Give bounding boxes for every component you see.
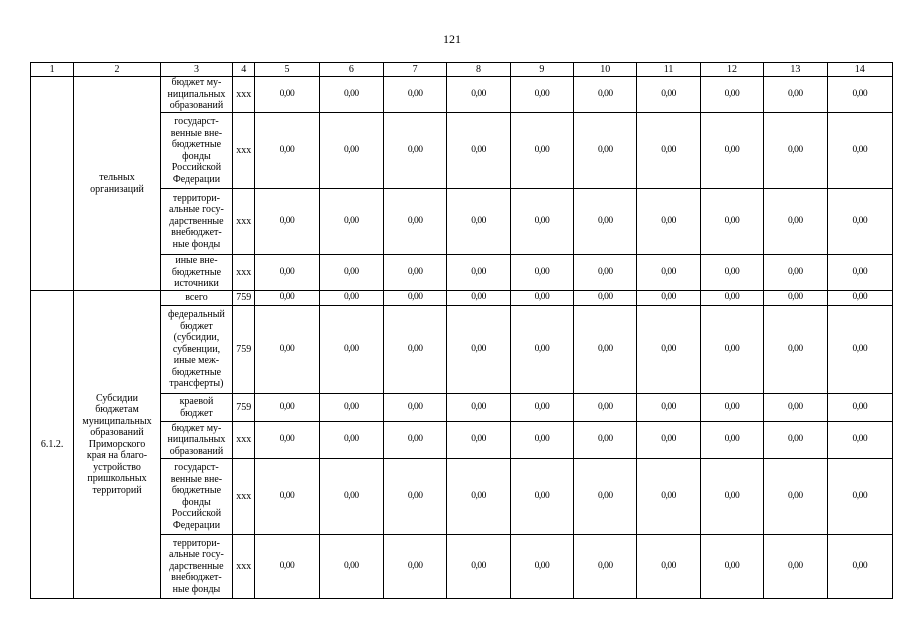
funding-source: всего: [160, 291, 232, 306]
value-cell: 0,00: [319, 77, 383, 113]
page-number: 121: [443, 32, 461, 46]
value-cell: 0,00: [827, 394, 892, 422]
value-cell: 0,00: [510, 422, 573, 459]
table-row: [31, 189, 893, 255]
value-cell: 0,00: [700, 394, 763, 422]
column-header-6: 6: [319, 63, 383, 77]
item-name: Субсидии бюджетам муниципальных образований Приморского края на благо- устройство пришкольных территорий: [74, 291, 161, 599]
value-cell: 0,00: [510, 113, 573, 189]
value-cell: 0,00: [384, 189, 447, 255]
value-cell: 0,00: [764, 459, 827, 535]
table-row: [31, 77, 893, 113]
value-cell: 0,00: [510, 291, 573, 306]
funding-source: федеральный бюджет (субсидии, субвенции, иные меж- бюджетные трансферты): [160, 306, 232, 394]
value-cell: 0,00: [384, 306, 447, 394]
table-row: [31, 422, 893, 459]
value-cell: 0,00: [700, 113, 763, 189]
value-cell: 0,00: [764, 394, 827, 422]
value-cell: 0,00: [637, 394, 700, 422]
value-cell: 0,00: [574, 189, 637, 255]
funding-source: бюджет му- ниципальных образований: [160, 77, 232, 113]
value-cell: 0,00: [637, 422, 700, 459]
funding-source: иные вне- бюджетные источники: [160, 255, 232, 291]
value-cell: 0,00: [764, 422, 827, 459]
funding-source: государст- венные вне- бюджетные фонды Российской Федерации: [160, 113, 232, 189]
value-cell: 0,00: [700, 459, 763, 535]
item-name: тельных организаций: [74, 77, 161, 291]
table-row: [31, 291, 893, 306]
value-cell: 0,00: [319, 291, 383, 306]
value-cell: 0,00: [574, 306, 637, 394]
value-cell: 0,00: [510, 459, 573, 535]
value-cell: 0,00: [510, 189, 573, 255]
budget-code: xxx: [233, 255, 255, 291]
value-cell: 0,00: [764, 113, 827, 189]
value-cell: 0,00: [700, 291, 763, 306]
value-cell: 0,00: [447, 77, 510, 113]
value-cell: 0,00: [319, 113, 383, 189]
budget-code: 759: [233, 394, 255, 422]
value-cell: 0,00: [827, 255, 892, 291]
value-cell: 0,00: [384, 459, 447, 535]
value-cell: 0,00: [510, 255, 573, 291]
value-cell: 0,00: [447, 291, 510, 306]
column-header-9: 9: [510, 63, 573, 77]
value-cell: 0,00: [255, 113, 319, 189]
table-row: [31, 113, 893, 189]
value-cell: 0,00: [384, 422, 447, 459]
value-cell: 0,00: [827, 459, 892, 535]
value-cell: 0,00: [827, 535, 892, 599]
budget-code: xxx: [233, 113, 255, 189]
funding-source: территори- альные госу- дарственные внебюджет- ные фонды: [160, 189, 232, 255]
column-header-12: 12: [700, 63, 763, 77]
value-cell: 0,00: [827, 113, 892, 189]
value-cell: 0,00: [574, 422, 637, 459]
value-cell: 0,00: [700, 77, 763, 113]
value-cell: 0,00: [447, 535, 510, 599]
value-cell: 0,00: [255, 535, 319, 599]
value-cell: 0,00: [255, 255, 319, 291]
value-cell: 0,00: [700, 535, 763, 599]
value-cell: 0,00: [574, 113, 637, 189]
column-header-14: 14: [827, 63, 892, 77]
value-cell: 0,00: [447, 113, 510, 189]
value-cell: 0,00: [637, 77, 700, 113]
table-row: [31, 459, 893, 535]
value-cell: 0,00: [764, 291, 827, 306]
value-cell: 0,00: [700, 189, 763, 255]
value-cell: 0,00: [574, 459, 637, 535]
column-header-13: 13: [764, 63, 827, 77]
column-header-5: 5: [255, 63, 319, 77]
value-cell: 0,00: [255, 77, 319, 113]
value-cell: 0,00: [637, 255, 700, 291]
value-cell: 0,00: [637, 291, 700, 306]
funding-source: государст- венные вне- бюджетные фонды Российской Федерации: [160, 459, 232, 535]
value-cell: 0,00: [764, 535, 827, 599]
value-cell: 0,00: [637, 189, 700, 255]
funding-source: территори- альные госу- дарственные внебюджет- ные фонды: [160, 535, 232, 599]
funding-source: бюджет му- ниципальных образований: [160, 422, 232, 459]
budget-table: [30, 62, 893, 599]
value-cell: 0,00: [384, 535, 447, 599]
column-header-1: 1: [31, 63, 74, 77]
table-row: [31, 535, 893, 599]
value-cell: 0,00: [510, 306, 573, 394]
value-cell: 0,00: [764, 255, 827, 291]
value-cell: 0,00: [637, 535, 700, 599]
value-cell: 0,00: [574, 535, 637, 599]
value-cell: 0,00: [574, 77, 637, 113]
value-cell: 0,00: [447, 422, 510, 459]
funding-source: краевой бюджет: [160, 394, 232, 422]
value-cell: 0,00: [319, 189, 383, 255]
value-cell: 0,00: [827, 291, 892, 306]
budget-code: xxx: [233, 535, 255, 599]
value-cell: 0,00: [319, 422, 383, 459]
budget-code: 759: [233, 291, 255, 306]
value-cell: 0,00: [255, 459, 319, 535]
column-header-11: 11: [637, 63, 700, 77]
value-cell: 0,00: [319, 394, 383, 422]
value-cell: 0,00: [255, 306, 319, 394]
column-header-4: 4: [233, 63, 255, 77]
value-cell: 0,00: [637, 459, 700, 535]
header-row: [31, 63, 893, 77]
table-row: [31, 306, 893, 394]
value-cell: 0,00: [827, 422, 892, 459]
item-code: [31, 77, 74, 291]
value-cell: 0,00: [764, 189, 827, 255]
value-cell: 0,00: [255, 394, 319, 422]
value-cell: 0,00: [447, 394, 510, 422]
value-cell: 0,00: [255, 189, 319, 255]
value-cell: 0,00: [384, 113, 447, 189]
column-header-3: 3: [160, 63, 232, 77]
value-cell: 0,00: [637, 306, 700, 394]
value-cell: 0,00: [764, 77, 827, 113]
budget-code: xxx: [233, 422, 255, 459]
column-header-10: 10: [574, 63, 637, 77]
budget-code: 759: [233, 306, 255, 394]
value-cell: 0,00: [319, 535, 383, 599]
value-cell: 0,00: [827, 77, 892, 113]
column-header-7: 7: [384, 63, 447, 77]
column-header-2: 2: [74, 63, 161, 77]
value-cell: 0,00: [574, 255, 637, 291]
value-cell: 0,00: [700, 306, 763, 394]
column-header-8: 8: [447, 63, 510, 77]
budget-code: xxx: [233, 77, 255, 113]
value-cell: 0,00: [574, 291, 637, 306]
value-cell: 0,00: [700, 255, 763, 291]
value-cell: 0,00: [574, 394, 637, 422]
value-cell: 0,00: [510, 77, 573, 113]
value-cell: 0,00: [637, 113, 700, 189]
value-cell: 0,00: [319, 255, 383, 291]
value-cell: 0,00: [764, 306, 827, 394]
value-cell: 0,00: [510, 535, 573, 599]
value-cell: 0,00: [827, 306, 892, 394]
value-cell: 0,00: [447, 255, 510, 291]
value-cell: 0,00: [447, 189, 510, 255]
value-cell: 0,00: [255, 291, 319, 306]
value-cell: 0,00: [827, 189, 892, 255]
value-cell: 0,00: [510, 394, 573, 422]
value-cell: 0,00: [319, 306, 383, 394]
table-row: [31, 255, 893, 291]
table-row: [31, 394, 893, 422]
value-cell: 0,00: [447, 459, 510, 535]
item-code: 6.1.2.: [31, 291, 74, 599]
value-cell: 0,00: [319, 459, 383, 535]
value-cell: 0,00: [384, 77, 447, 113]
budget-code: xxx: [233, 459, 255, 535]
budget-code: xxx: [233, 189, 255, 255]
value-cell: 0,00: [447, 306, 510, 394]
value-cell: 0,00: [384, 255, 447, 291]
value-cell: 0,00: [255, 422, 319, 459]
value-cell: 0,00: [700, 422, 763, 459]
value-cell: 0,00: [384, 394, 447, 422]
value-cell: 0,00: [384, 291, 447, 306]
